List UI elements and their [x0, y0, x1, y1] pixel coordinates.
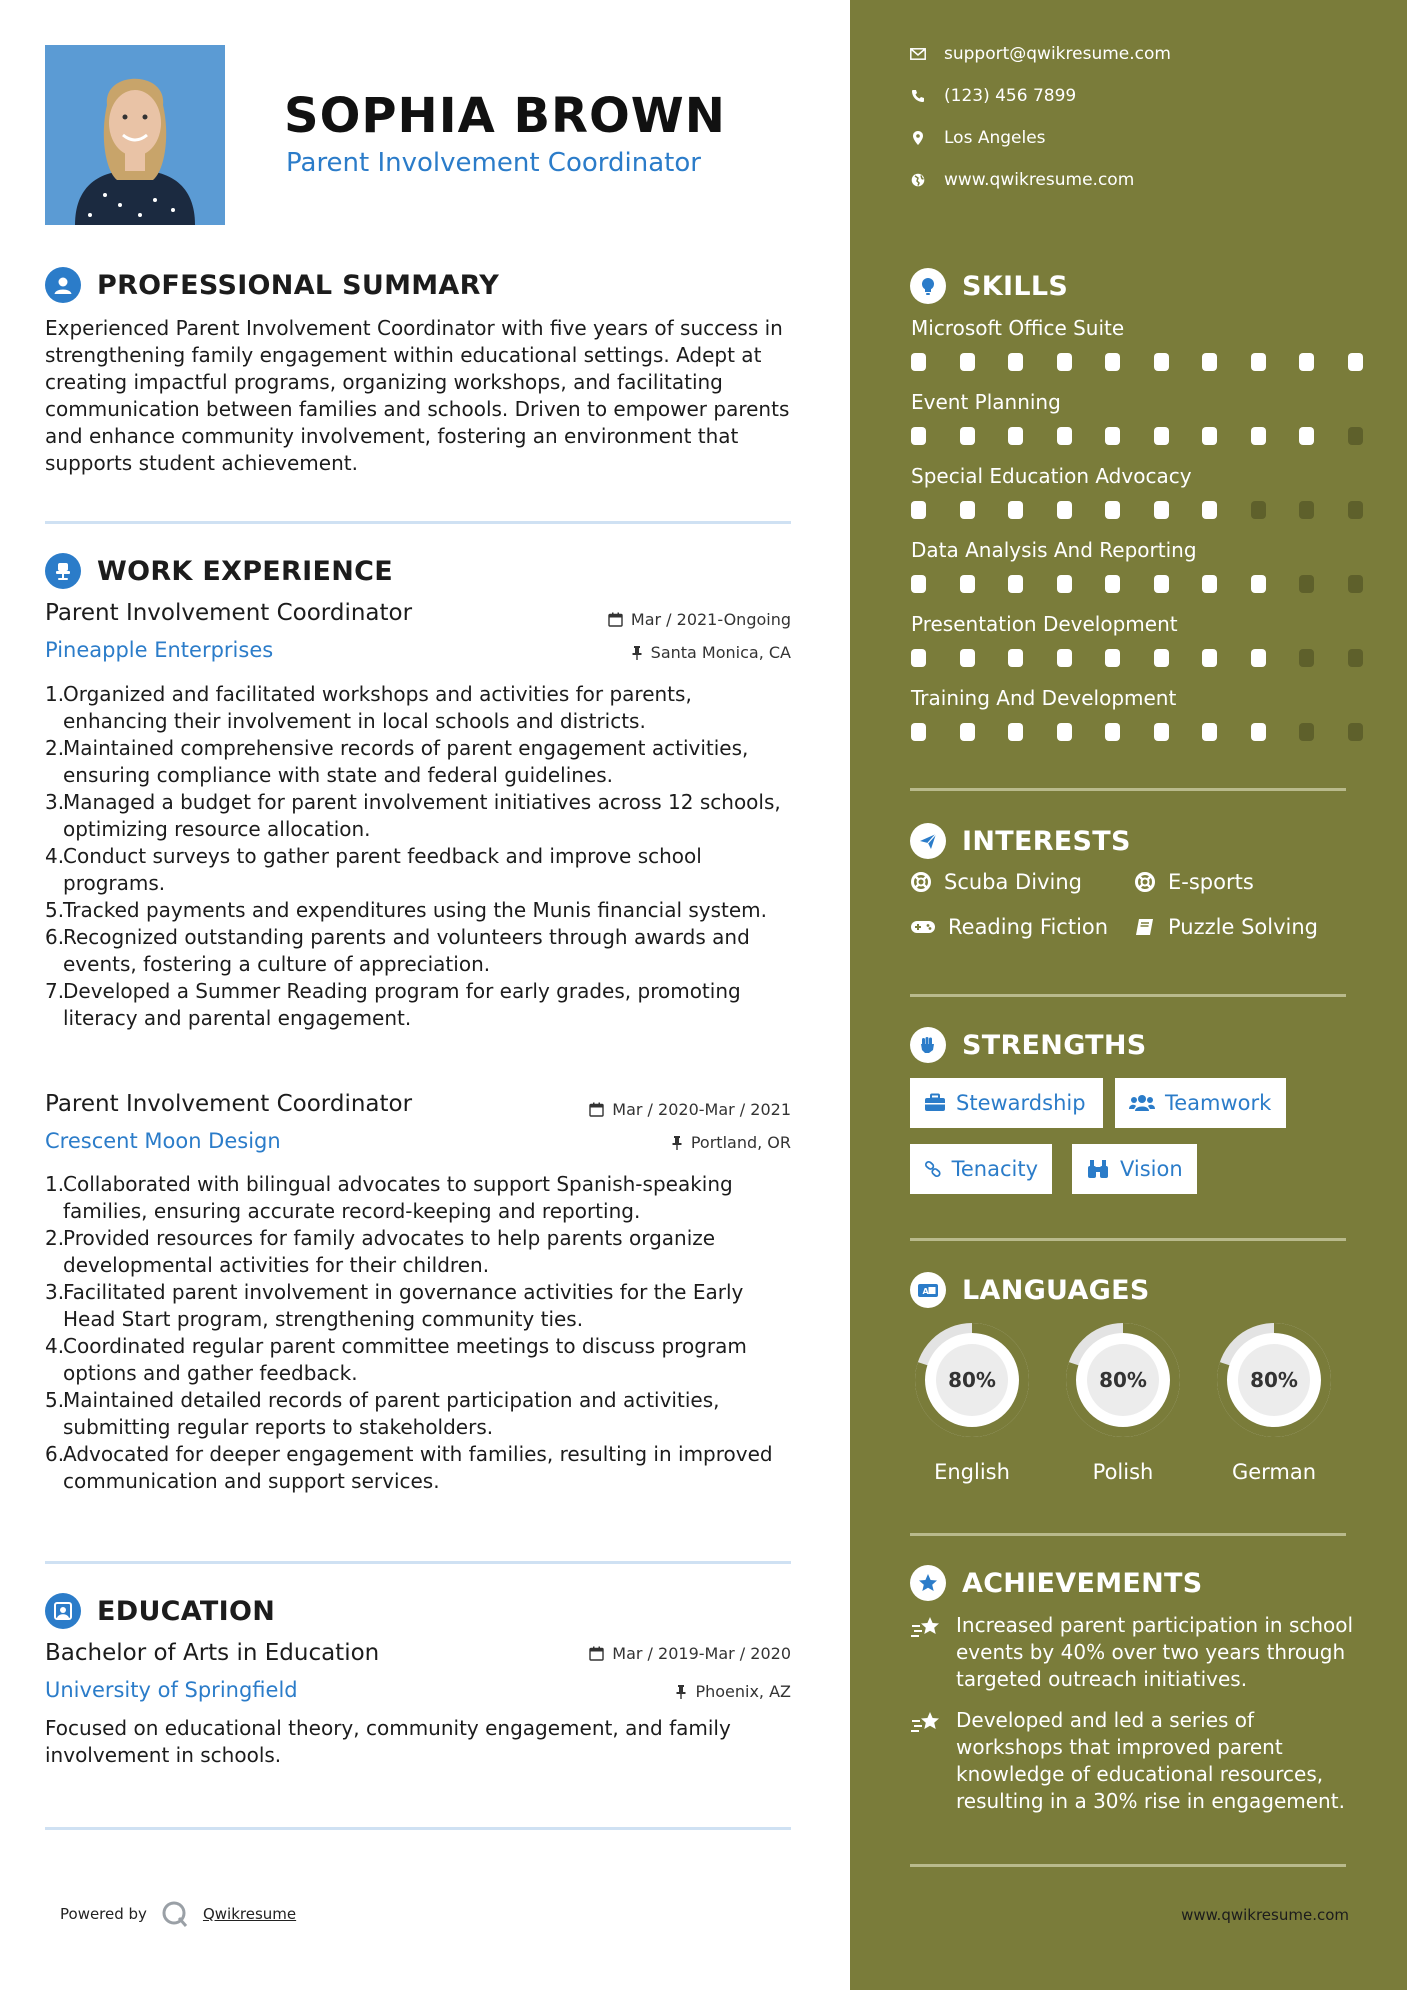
- job-location: Portland, OR: [671, 1133, 791, 1152]
- contact-email[interactable]: support@qwikresume.com: [910, 44, 1171, 64]
- globe-icon: [910, 172, 926, 188]
- language-percent: 80%: [948, 1368, 996, 1392]
- achievement-item: Developed and led a series of workshops that improved parent knowledge of educational resources, resulting in a 30% rise in engagement.: [910, 1707, 1360, 1815]
- contact-phone[interactable]: (123) 456 7899: [910, 86, 1076, 106]
- rating-dot-filled: [1154, 723, 1169, 741]
- list-item: 3. Facilitated parent involvement in governance activities for the Early Head Start program, strengthening community ties.: [45, 1280, 744, 1331]
- summary-heading: PROFESSIONAL SUMMARY: [45, 267, 499, 303]
- pin-icon: [675, 1684, 687, 1699]
- shooting-star-icon: [910, 1709, 944, 1737]
- rating-dot-filled: [1105, 501, 1120, 519]
- gamepad-icon: [910, 918, 936, 936]
- user-circle-icon: [45, 267, 81, 303]
- rating-dot-filled: [1057, 649, 1072, 667]
- rating-dot-filled: [1299, 427, 1314, 445]
- candidate-title: Parent Involvement Coordinator: [286, 148, 701, 178]
- paper-plane-icon: [910, 823, 946, 859]
- skill-rating: [911, 353, 1361, 371]
- education-dates: Mar / 2019-Mar / 2020: [589, 1644, 791, 1663]
- rating-dot-empty: [1299, 575, 1314, 593]
- rating-dot-filled: [1251, 649, 1266, 667]
- rating-dot-filled: [1154, 575, 1169, 593]
- footer-site[interactable]: www.qwikresume.com: [1181, 1906, 1349, 1924]
- job-dates: Mar / 2020-Mar / 2021: [589, 1100, 791, 1119]
- rating-dot-filled: [1008, 649, 1023, 667]
- achievements-heading: ACHIEVEMENTS: [910, 1565, 1203, 1601]
- language-percent: 80%: [1250, 1368, 1298, 1392]
- skill-name: Event Planning: [911, 390, 1061, 414]
- strength-tag: Stewardship: [910, 1078, 1103, 1128]
- job-bullets: [45, 1171, 795, 1495]
- language-item: [910, 1318, 1034, 1484]
- interests-heading: INTERESTS: [910, 823, 1131, 859]
- rating-dot-filled: [960, 723, 975, 741]
- rating-dot-filled: [911, 501, 926, 519]
- list-item: 4. Coordinated regular parent committee meetings to discuss program options and gather feedback.: [45, 1334, 747, 1385]
- rating-dot-filled: [1154, 501, 1169, 519]
- lifebuoy-icon: [910, 871, 932, 893]
- rating-dot-filled: [1008, 427, 1023, 445]
- skills-heading: SKILLS: [910, 268, 1068, 304]
- section-divider: [45, 1827, 791, 1830]
- list-item: 6. Advocated for deeper engagement with families, resulting in improved communication and support services.: [45, 1442, 773, 1493]
- rating-dot-filled: [1105, 353, 1120, 371]
- language-percent: 80%: [1099, 1368, 1147, 1392]
- section-divider: [910, 1533, 1346, 1536]
- users-icon: [1129, 1093, 1155, 1113]
- skill-rating: [911, 501, 1361, 519]
- languages-heading: A LANGUAGES: [910, 1272, 1150, 1308]
- job-dates: Mar / 2021-Ongoing: [608, 610, 791, 629]
- list-item: 1. Collaborated with bilingual advocates to support Spanish-speaking families, ensuring accurate record-keeping and reporting.: [45, 1172, 733, 1223]
- rating-dot-filled: [1299, 353, 1314, 371]
- lifebuoy-icon: [1134, 871, 1156, 893]
- rating-dot-empty: [1348, 501, 1363, 519]
- job-company: Crescent Moon Design: [45, 1129, 281, 1153]
- skill-rating: [911, 575, 1361, 593]
- language-ring: [1212, 1318, 1336, 1442]
- qwikresume-link[interactable]: Qwikresume: [202, 1905, 297, 1923]
- degree: Bachelor of Arts in Education: [45, 1640, 380, 1666]
- contact-website[interactable]: www.qwikresume.com: [910, 170, 1134, 190]
- calendar-icon: [608, 612, 623, 627]
- rating-dot-filled: [1008, 501, 1023, 519]
- section-divider: [910, 1238, 1346, 1241]
- strength-tag: Tenacity: [910, 1144, 1052, 1194]
- job-title: Parent Involvement Coordinator: [45, 600, 413, 626]
- rating-dot-filled: [1202, 501, 1217, 519]
- rating-dot-filled: [1057, 575, 1072, 593]
- skill-name: Microsoft Office Suite: [911, 316, 1125, 340]
- briefcase-icon: [924, 1093, 946, 1113]
- rating-dot-filled: [1105, 649, 1120, 667]
- rating-dot-empty: [1348, 649, 1363, 667]
- list-item: 7. Developed a Summer Reading program for early grades, promoting literacy and parental engagement.: [45, 979, 741, 1030]
- phone-icon: [910, 88, 926, 104]
- skill-name: Training And Development: [911, 686, 1177, 710]
- rating-dot-filled: [960, 353, 975, 371]
- rating-dot-filled: [1057, 427, 1072, 445]
- section-divider: [45, 521, 791, 524]
- language-name: English: [934, 1460, 1010, 1484]
- list-item: 5. Maintained detailed records of parent participation and activities, submitting regular reports to stakeholders.: [45, 1388, 720, 1439]
- interest-item: Puzzle Solving: [1134, 915, 1318, 939]
- job-company: Pineapple Enterprises: [45, 638, 274, 662]
- skill-name: Special Education Advocacy: [911, 464, 1192, 488]
- section-divider: [910, 994, 1346, 997]
- rating-dot-filled: [1202, 575, 1217, 593]
- job-title: Parent Involvement Coordinator: [45, 1091, 413, 1117]
- graduate-icon: [45, 1593, 81, 1629]
- rating-dot-empty: [1299, 723, 1314, 741]
- rating-dot-filled: [911, 649, 926, 667]
- interest-item: E-sports: [1134, 870, 1254, 894]
- rating-dot-filled: [1105, 723, 1120, 741]
- translate-icon: [910, 1272, 946, 1308]
- job-bullets: [45, 681, 795, 1032]
- qwikresume-logo-icon: [161, 1900, 189, 1928]
- rating-dot-filled: [1251, 575, 1266, 593]
- section-divider: [910, 1864, 1346, 1867]
- summary-text: Experienced Parent Involvement Coordinator with five years of success in strengthening family engagement within educational settings. Adept at creating impactful programs, organizing workshops, and facilitating communication between families and schools. Driven to empower parents and enhance community involvement, fostering an environment that supports student achievement.: [45, 316, 790, 475]
- rating-dot-filled: [1057, 723, 1072, 741]
- education-location: Phoenix, AZ: [675, 1682, 791, 1701]
- language-name: Polish: [1092, 1460, 1154, 1484]
- strengths-heading: STRENGTHS: [910, 1027, 1147, 1063]
- list-item: 2. Provided resources for family advocates to help parents organize developmental activities for their children.: [45, 1226, 716, 1277]
- list-item: 4. Conduct surveys to gather parent feedback and improve school programs.: [45, 844, 702, 895]
- shooting-star-icon: [910, 1614, 944, 1642]
- rating-dot-filled: [1105, 427, 1120, 445]
- skill-rating: [911, 649, 1361, 667]
- language-name: German: [1231, 1460, 1317, 1484]
- rating-dot-filled: [1202, 353, 1217, 371]
- rating-dot-filled: [1105, 575, 1120, 593]
- rating-dot-empty: [1348, 427, 1363, 445]
- profile-photo: [45, 45, 225, 225]
- rating-dot-filled: [911, 353, 926, 371]
- rating-dot-filled: [960, 575, 975, 593]
- skill-name: Presentation Development: [911, 612, 1178, 636]
- lightbulb-icon: [910, 268, 946, 304]
- work-heading: WORK EXPERIENCE: [45, 553, 393, 589]
- rating-dot-filled: [1154, 649, 1169, 667]
- education-description: Focused on educational theory, community engagement, and family involvement in schools.: [45, 1716, 731, 1767]
- rating-dot-filled: [1154, 427, 1169, 445]
- rating-dot-filled: [911, 723, 926, 741]
- candidate-name: SOPHIA BROWN: [284, 88, 726, 144]
- book-icon: [1134, 916, 1156, 938]
- rating-dot-filled: [1251, 353, 1266, 371]
- section-divider: [45, 1561, 791, 1564]
- job-location: Santa Monica, CA: [631, 643, 791, 662]
- rating-dot-filled: [1154, 353, 1169, 371]
- rating-dot-empty: [1251, 501, 1266, 519]
- rating-dot-filled: [1202, 427, 1217, 445]
- language-ring: [1061, 1318, 1185, 1442]
- contact-location: Los Angeles: [910, 128, 1046, 148]
- rating-dot-filled: [1057, 353, 1072, 371]
- calendar-icon: [589, 1102, 604, 1117]
- map-marker-icon: [910, 130, 926, 146]
- rating-dot-empty: [1299, 501, 1314, 519]
- list-item: 3. Managed a budget for parent involvement initiatives across 12 schools, optimizing resource allocation.: [45, 790, 781, 841]
- skill-rating: [911, 723, 1361, 741]
- rating-dot-filled: [1251, 427, 1266, 445]
- rating-dot-filled: [1008, 353, 1023, 371]
- sidebar: [850, 0, 1407, 1990]
- rating-dot-filled: [1348, 353, 1363, 371]
- list-item: 1. Organized and facilitated workshops and activities for parents, enhancing their involvement in local schools and districts.: [45, 682, 692, 733]
- rating-dot-empty: [1348, 723, 1363, 741]
- language-ring: [910, 1318, 1034, 1442]
- interest-item: Reading Fiction: [910, 915, 1108, 939]
- section-divider: [910, 788, 1346, 791]
- rating-dot-empty: [1299, 649, 1314, 667]
- rating-dot-filled: [1008, 723, 1023, 741]
- skill-name: Data Analysis And Reporting: [911, 538, 1197, 562]
- school: University of Springfield: [45, 1678, 298, 1702]
- powered-by: Powered by Qwikresume: [60, 1900, 296, 1928]
- strength-tag: Vision: [1072, 1144, 1197, 1194]
- skill-rating: [911, 427, 1361, 445]
- pin-icon: [631, 645, 643, 660]
- achievement-item: Increased parent participation in school events by 40% over two years through targeted outreach initiatives.: [910, 1612, 1360, 1693]
- link-icon: [924, 1158, 942, 1180]
- list-item: 2. Maintained comprehensive records of parent engagement activities, ensuring compliance with state and federal guidelines.: [45, 736, 749, 787]
- rating-dot-filled: [960, 427, 975, 445]
- list-item: 5. Tracked payments and expenditures using the Munis financial system.: [45, 898, 768, 922]
- interest-item: Scuba Diving: [910, 870, 1082, 894]
- strength-tag: Teamwork: [1115, 1078, 1286, 1128]
- rating-dot-filled: [1251, 723, 1266, 741]
- rating-dot-filled: [960, 501, 975, 519]
- rating-dot-filled: [1008, 575, 1023, 593]
- rating-dot-filled: [1202, 649, 1217, 667]
- pin-icon: [671, 1135, 683, 1150]
- education-heading: EDUCATION: [45, 1593, 275, 1629]
- star-badge-icon: [910, 1565, 946, 1601]
- rating-dot-filled: [911, 427, 926, 445]
- list-item: 6. Recognized outstanding parents and volunteers through awards and events, fostering a culture of appreciation.: [45, 925, 750, 976]
- calendar-icon: [589, 1646, 604, 1661]
- language-item: [1212, 1318, 1336, 1484]
- rating-dot-filled: [1057, 501, 1072, 519]
- rating-dot-filled: [960, 649, 975, 667]
- chair-icon: [45, 553, 81, 589]
- language-item: [1061, 1318, 1185, 1484]
- fist-icon: [910, 1027, 946, 1063]
- rating-dot-empty: [1348, 575, 1363, 593]
- envelope-icon: [910, 46, 926, 62]
- rating-dot-filled: [911, 575, 926, 593]
- rating-dot-filled: [1202, 723, 1217, 741]
- svg-text:A: A: [922, 1287, 929, 1296]
- binoculars-icon: [1086, 1158, 1110, 1180]
